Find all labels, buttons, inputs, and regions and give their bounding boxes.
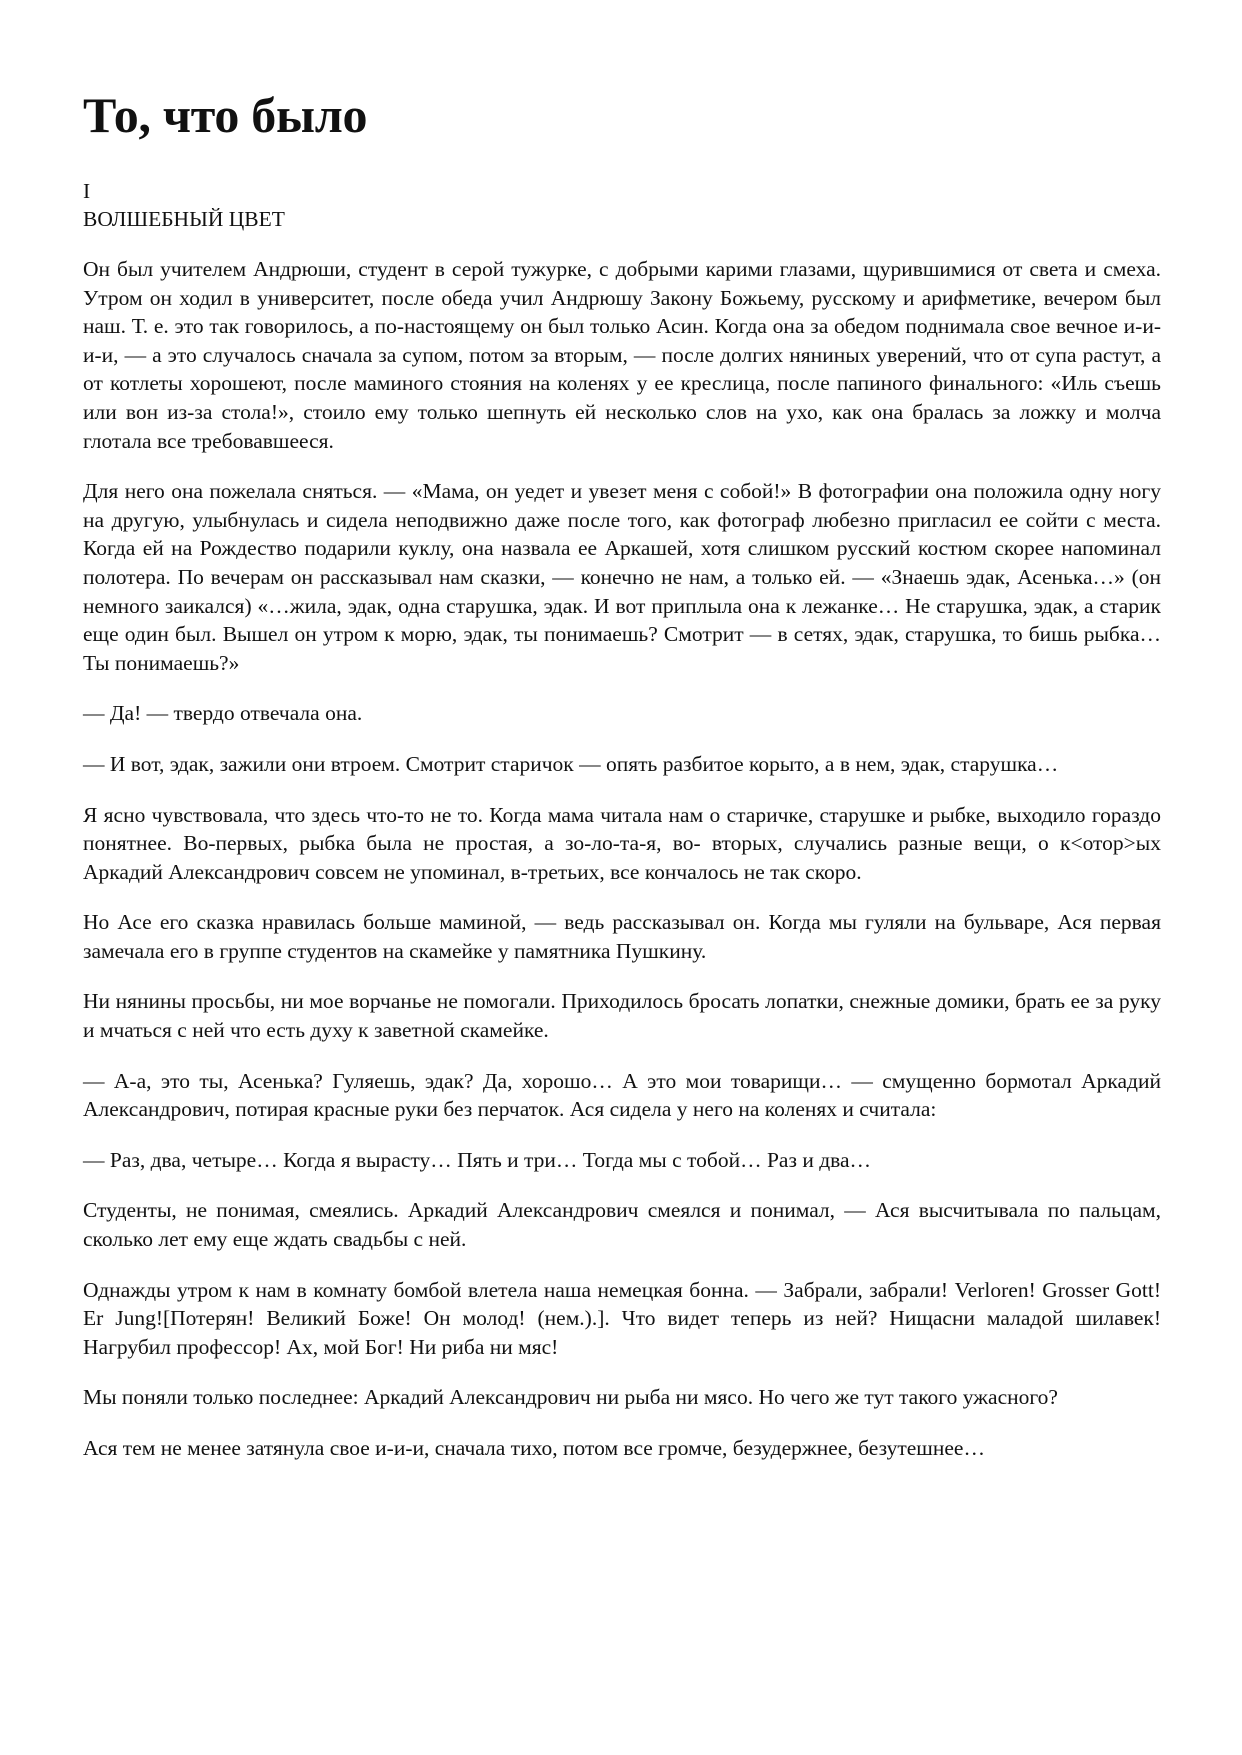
paragraph: Я ясно чувствовала, что здесь что-то не то. Когда мама читала нам о старичке, старушке и рыбке, выходило гораздо понятнее. Во-первых, рыбка была не простая, а зо-ло-та-я, во- вторых, случались разные вещи, о к<отор>ых Аркадий Александрович совсем не упоминал, в-третьих, все кончалось не так скоро. — [83, 802, 1161, 884]
paragraph: Ася тем не менее затянула свое и-и-и, сначала тихо, потом все громче, безудержнее, безутешнее… — [83, 1436, 985, 1460]
paragraph: — И вот, эдак, зажили они втроем. Смотрит старичок — опять разбитое корыто, а в нем, эдак, старушка… — [83, 751, 1059, 776]
document-page — [83, 88, 1161, 1485]
paragraph: Мы поняли только последнее: Аркадий Александрович ни рыба ни мясо. Но чего же тут такого ужасного? — [83, 1385, 1058, 1410]
chapter-heading — [83, 177, 1161, 233]
chapter-name: ВОЛШЕБНЫЙ ЦВЕТ — [83, 207, 285, 231]
paragraph: Ни нянины просьбы, ни мое ворчанье не помогали. Приходилось бросать лопатки, снежные домики, брать ее за руку и мчаться с ней что есть духу к заветной скамейке. — [83, 989, 1161, 1043]
paragraph: Однажды утром к нам в комнату бомбой влетела наша немецкая бонна. — Забрали, забрали! Verloren! Grosser Gott! Er Jung![Потерян! Великий Боже! Он молод! (нем.).]. Что видет теперь из ней? Нищасни маладой шилавек! Нагрубил профессор! Ах, мой Бог! Ни риба ни мяс! — [83, 1277, 1161, 1359]
chapter-number: I — [83, 179, 91, 203]
paragraph: Для него она пожелала сняться. — «Мама, он уедет и увезет меня с собой!» В фотографии она положила одну ногу на другую, улыбнулась и сидела неподвижно даже после того, как фотограф любезно пригласил ее сойти с места. Когда ей на Рождество подарили куклу, она назвала ее Аркашей, хотя слишком русский костюм скорее напоминал полотера. По вечерам он рассказывал нам сказки, — конечно не нам, а только ей. — «Знаешь эдак, Асенька…» (он немного заикался) «…жила, эдак, одна старушка, эдак. И вот приплыла она к лежанке… Не старушка, эдак, а старик еще один был. Вышел он утром к морю, эдак, ты понимаешь? Смотрит — в сетях, эдак, старушка, то бишь рыбка… Ты понимаешь?» — [83, 479, 1161, 675]
paragraph: Студенты, не понимая, смеялись. Аркадий Александрович смеялся и понимал, — Ася высчитывала по пальцам, сколько лет ему еще ждать свадьбы с ней. — [83, 1198, 1161, 1252]
document-title: То, что было — [83, 87, 368, 143]
paragraph: — Да! — твердо отвечала она. — [83, 701, 363, 726]
paragraph: — Раз, два, четыре… Когда я вырасту… Пять и три… Тогда мы с тобой… Раз и два… — [83, 1147, 872, 1172]
paragraph: Он был учителем Андрюши, студент в серой тужурке, с добрыми карими глазами, щурившимися от света и смеха. Утром он ходил в университет, после обеда учил Андрюшу Закону Божьему, русскому и арифметике, вечером был наш. Т. е. это так говорилось, а по-настоящему он был только Асин. Когда она за обедом поднимала свое вечное и-и-и-и, — а это случалось сначала за супом, потом за вторым, — после долгих няниных уверений, что от супа растут, а от котлеты хорошеют, после маминого стояния на коленях у ее креслица, после папиного финального: «Иль съешь или вон из-за стола!», стоило ему только шепнуть ей несколько слов на ухо, как она бралась за ложку и молча глотала все требовавшееся. — [83, 257, 1161, 453]
paragraph: Но Асе его сказка нравилась больше маминой, — ведь рассказывал он. Когда мы гуляли на бульваре, Ася первая замечала его в группе студентов на скамейке у памятника Пушкину. — [83, 910, 1161, 963]
paragraph: — А-а, это ты, Асенька? Гуляешь, эдак? Да, хорошо… А это мои товарищи… — смущенно бормотал Аркадий Александрович, потирая красные руки без перчаток. Ася сидела у него на коленях и считала: — [83, 1068, 1161, 1122]
